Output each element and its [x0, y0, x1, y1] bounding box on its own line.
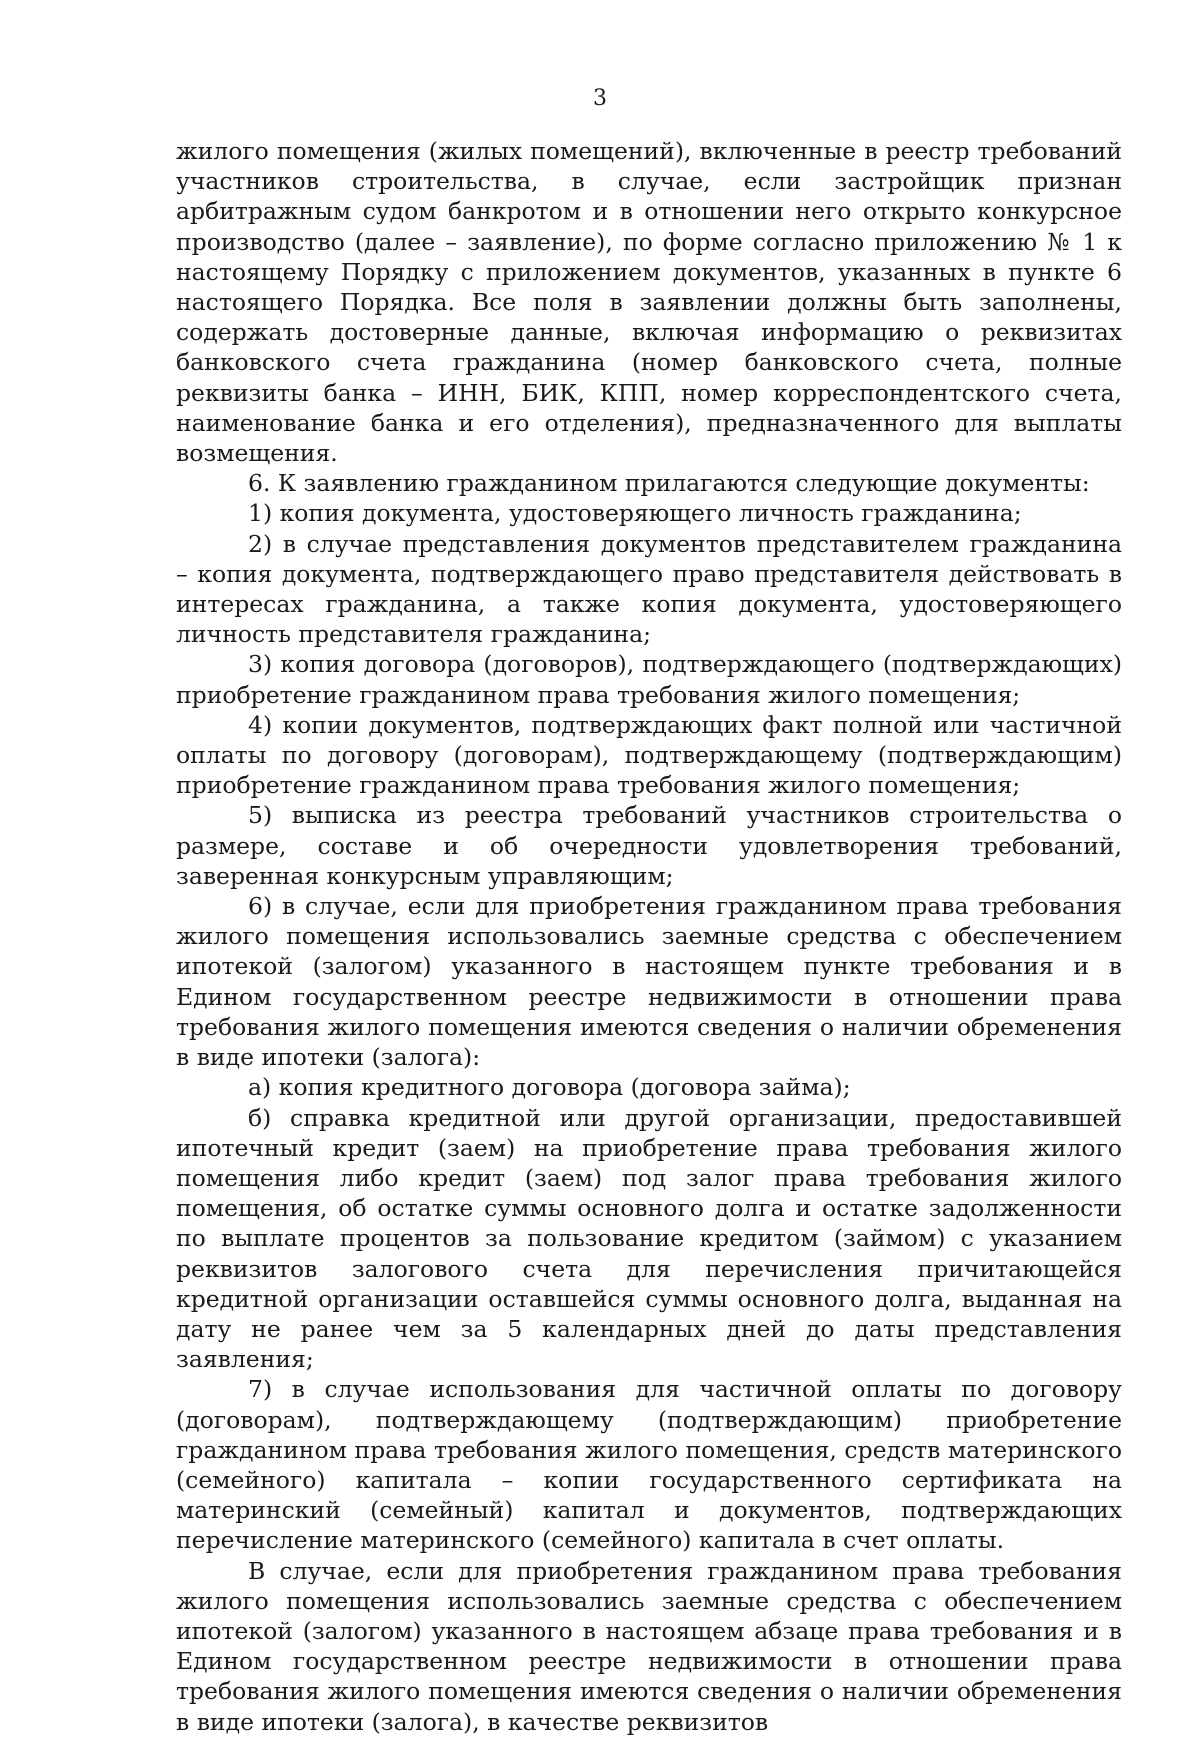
paragraph-subitem-5: 5) выписка из реестра требований участников строительства о размере, составе и об очередности удовлетворения требований, заверенная конкурсным управляющим;: [176, 801, 1122, 890]
paragraph-continuation: жилого помещения (жилых помещений), включенные в реестр требований участников строительства, в случае, если застройщик признан арбитражным судом банкротом и в отношении него открыто конкурсное производство (далее – заявление), по форме согласно приложению № 1 к настоящему Порядку с приложением документов, указанных в пункте 6 настоящего Порядка. Все поля в заявлении должны быть заполнены, содержать достоверные данные, включая информацию о реквизитах банковского счета гражданина (номер банковского счета, полные реквизиты банка – ИНН, БИК, КПП, номер корреспондентского счета, наименование банка и его отделения), предназначенного для выплаты возмещения.: [176, 137, 1122, 468]
paragraph-subitem-2: 2) в случае представления документов представителем гражданина – копия документа, подтверждающего право представителя действовать в интересах гражданина, а также копия документа, удостоверяющего личность представителя гражданина;: [176, 529, 1122, 649]
paragraph-subitem-1: 1) копия документа, удостоверяющего личность гражданина;: [248, 499, 1022, 528]
paragraph-subitem-6: 6) в случае, если для приобретения гражданином права требования жилого помещения использовались заемные средства с обеспечением ипотекой (залогом) указанного в настоящем пункте требования и в Едином государственном реестре недвижимости в отношении права требования жилого помещения имеются сведения о наличии обременения в виде ипотеки (залога):: [176, 892, 1122, 1072]
paragraph-subitem-4: 4) копии документов, подтверждающих факт полной или частичной оплаты по договору (договорам), подтверждающему (подтверждающим) приобретение гражданином права требования жилого помещения;: [176, 710, 1122, 800]
document-body: [176, 136, 1122, 1737]
paragraph-subitem-6b: б) справка кредитной или другой организации, предоставившей ипотечный кредит (заем) на приобретение права требования жилого помещения либо кредит (заем) под залог права требования жилого помещения, об остатке суммы основного долга и остатке задолженности по выплате процентов за пользование кредитом (займом) с указанием реквизитов залогового счета для перечисления причитающейся кредитной организации оставшейся суммы основного долга, выданная на дату не ранее чем за 5 календарных дней до даты представления заявления;: [176, 1103, 1122, 1374]
paragraph-mortgage-case: В случае, если для приобретения гражданином права требования жилого помещения использовались заемные средства с обеспечением ипотекой (залогом) указанного в настоящем абзаце права требования и в Едином государственном реестре недвижимости в отношении права требования жилого помещения имеются сведения о наличии обременения в виде ипотеки (залога), в качестве реквизитов: [176, 1556, 1122, 1736]
paragraph-subitem-3: 3) копия договора (договоров), подтверждающего (подтверждающих) приобретение гражданином права требования жилого помещения;: [176, 650, 1122, 709]
paragraph-item-6: 6. К заявлению гражданином прилагаются следующие документы:: [248, 469, 1090, 498]
paragraph-subitem-6a: а) копия кредитного договора (договора займа);: [248, 1073, 851, 1102]
page-number: 3: [593, 86, 607, 111]
paragraph-subitem-7: 7) в случае использования для частичной оплаты по договору (договорам), подтверждающему (подтверждающим) приобретение гражданином права требования жилого помещения, средств материнского (семейного) капитала – копии государственного сертификата на материнский (семейный) капитал и документов, подтверждающих перечисление материнского (семейного) капитала в счет оплаты.: [176, 1375, 1122, 1555]
